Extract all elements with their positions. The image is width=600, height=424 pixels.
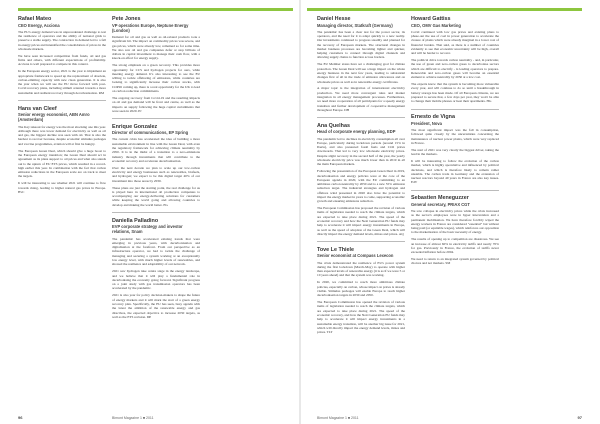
article-paragraph: The most significant impact was the fall in consumption, followed quite closely by the uncertainties concerning the maintenance of nuclear power plants, which were very replaced in France. [411, 127, 499, 145]
contributor-role: President, Nova [411, 120, 442, 126]
article-paragraph: Following the presentation of the European Green Deal in 2019, decarbonisation and energy policies were at the core of the European agenda in 2020, with the EU committing to an ambitious carbon neutrality by 2050 and to a new 55% emission reduction target. The industrial strategies and hydrogen and offshore wind presented in 2020 also have the potential to impact the energy market in years to come, supporting economic growth and ensuring emissions reduction. [317, 169, 405, 204]
article-paragraph: We have seen increased competition from funds, oil and gas firms and others, with different expectations of profitability. Acciona is well prepared to compete in this context. [18, 53, 106, 67]
entry-divider [317, 117, 405, 118]
article-paragraph: Covid continued with low gas prices and existing plans to phase-out the use of coal in power generation to accelerate the closure of plants which were already marginal in a lower cost of financial burden. That said, as there is a number of countries evidently to see that economic uncertainty will be high, overall and will be harder to recover. [411, 29, 499, 56]
article-paragraph: The European Commission has opened the revision of various items of legislation needed to reach the climate targets, which are expected to take place during 2021. The speed of the economic recovery, and how the Next Generation EU funds may help to accelerate it will impact energy investments in a sustainable energy transition, will be another big issue for 2021, which will directly impact the energy demand levels, mixes and prices. TLT [317, 300, 405, 335]
entry-divider [112, 212, 200, 213]
page-number: 97 [577, 415, 582, 420]
article-paragraph: The EU Member states have set a challenging goal for climate protection. The Green Deal will see a huge impact on the whole energy business in the next few years, leading to substantial changes first of all in the trade of emission allowances and on wholesale prices as well as in renewable energy certificates. [317, 62, 405, 84]
article-paragraph: The crisis demonstrated the resilience of EU's power system during the first lockdown (March-May) to operate with higher than expected levels of renewable energy (it is as if we were 5 or 10 years ahead) and that the system was working. [317, 260, 405, 278]
contributor-name: Daniel Hesse [317, 16, 351, 22]
page-footer: Bimont Magazine 1 ■ 2011 [112, 416, 154, 420]
contributor-role: Director of communications, EP Spring [112, 130, 189, 136]
contributor-entry [112, 16, 200, 113]
article-paragraph: It will be interesting to follow the evolution of the carbon market, which is highly speculative and influenced by political decisions, and which is therefore likely to remain rather unstable. The carbon trade in Germany and the extension of nuclear reactors beyond 40 years in France are also key issues. EdV [411, 158, 499, 185]
contributor-name: Sebastien Meneguzzer [411, 195, 469, 202]
contributor-role: General secretary, PRIAX CGT [411, 201, 470, 207]
contributor-name: Rafael Mateo [18, 16, 52, 22]
article-paragraph: The political drive towards carbon neutrality - and, in particular, the use of green and zero-carbon gases to decarbonise sectors which are difficult to electrify - is leading operators to prepare. Renewable and zero-carbon gases will become an essential element to achieve neutrality by 2050 at a low cost. [411, 58, 499, 80]
page-number: 96 [18, 415, 23, 420]
left-page-column-1 [18, 16, 106, 411]
contributor-role: Senior economist at Compass Lexecon [317, 253, 394, 259]
article-paragraph: 2021 is also year for policy decision-makers to shape the future of energy markets and it will mark the start of a green energy recovery plan. Specifically, the EU has seen, busy agenda with the latest the ambition of the renewable energy and gas directives, the expected objective to increase 2030 targets, as well as the ETS revision. DP [112, 293, 200, 319]
contributor-name: Ana Quelhas [317, 122, 350, 129]
right-page-column-1 [317, 16, 405, 411]
page-footer: Bimont Magazine 1 ■ 2011 [317, 416, 359, 420]
entry-divider [411, 190, 499, 191]
article-paragraph: The experts know that the system is becoming more vulnerable every year, and will continue to do so until a breakthrough in battery storage has been made. Of all European citizens, we are prepared to secure that, a few days per year, they won't be able to change their mobile phones or heat their apartments. HG [411, 82, 499, 104]
contributor-entry [317, 123, 405, 236]
contributor-name: Daniella Palladino [112, 217, 159, 224]
article-paragraph: We saw collapse in electricity prices while the crisis increased as the sector's employees were in hyper intervention and a permanent mobilisation. We have therefore forcibly wiped the energy workers in France are considered "essential" but without being paid (or equitable wages), which reinforces our opposition to the marketisation of the basic necessity of energy. [411, 208, 499, 235]
article-paragraph: The start of 2021 was very clearly the biggest driver, taking the lead in the markets. [411, 147, 499, 157]
article-paragraph: In the European energy sector, 2021 is the year to implement an appropriate framework to speed up the replacement of obsolete, carbon-emitting capacity with new clean generation. It is also the year when we will see the EU move forward with post-Covid recovery plans, including stimuli oriented towards a more sustainable and resilient recovery through decarbonisation. RM [18, 69, 106, 95]
contributor-name: Tove Le Thiele [317, 246, 355, 253]
article-paragraph: The strong emphasis on a green recovery. This provides more opportunity for CCS and hydrogen projects for ours, while meeting energy demand. It's also interesting to see the EU willing to tackle offshoring of emissions, while countries are looking to significantly increase their carbon stocks, with COP26 coming up, there is a real opportunity for the UK to lead on carbon reduction commitments. [112, 63, 200, 94]
contributor-role: CEO, OMV Gas Marketing [411, 22, 461, 28]
article-paragraph: We need to return to an integrated system governed by political choices and not markets. SM [411, 257, 499, 266]
contributor-role: EVP corporate strategy and investor relations, Snam [112, 224, 183, 235]
entry-divider [112, 118, 200, 119]
article-paragraph: Over the next decade we plan to scale up our low-carbon electricity and energy businesses such as renewables, biofuels, and hydrogen; we expect to be this digital target 40% of our investment into those areas by 2030. [112, 165, 200, 183]
contributor-entry [411, 16, 499, 104]
article-paragraph: The current crisis has accelerated the idea of building a more sustainable environment in line with the Green Deal, with even the regulatory framework for achieving climate neutrality by 2050. It is in the midst of a transition to a zero-emissions industry through investments that will contribute to the economic recovery and accelerate decarbonisation. [112, 137, 200, 163]
right-page-column-2 [411, 16, 499, 411]
article-paragraph: The results of opening up to competition are disastrous. We see an increase of almost 60% in electricity tariffs and nearly 70% for gas. Previously in France, the evolution of tariffs never exceeded inflation before 2004. [411, 237, 499, 255]
contributor-entry [317, 247, 405, 335]
contributor-name: Pete Jones [112, 16, 141, 22]
right-page [301, 0, 600, 424]
contributor-role: CEO Energy, Acciona [18, 22, 60, 28]
entry-divider [411, 109, 499, 110]
article-paragraph: A major topic is the integration of international electricity production. We need more convergent rules and market integration in all energy management processes. Furthermore, we need more cooperation of all participants for a speedy energy transition and further development of cooperative management throughout Europe. DH [317, 86, 405, 112]
article-paragraph: Demand for oil and gas as well as oil-related products took a significant hit. The impact on commodity prices was severe, and gas prices, which were already low, remained so for some time. We also saw oil and gas companies defer or stop billions of dollars in capital investment to manage their cash flow, with a knock-on effect for energy supply. [112, 34, 200, 61]
contributor-role: Head of corporate energy planning, EDP [317, 129, 396, 135]
article-paragraph: The pandemic has accelerated existing trends that were emerging in previous years, with decarbonisation and digitalisation at the forefront. From our perspective as an infrastructure operator, we had to tackle the challenge of managing and securing a system working at an exceptionally low energy level, with much higher levels of renewables, and showed the resilience and adaptability of our network. [112, 236, 200, 267]
contributor-name: Enrique Gonzalez [112, 123, 158, 130]
entry-divider [18, 100, 106, 101]
contributor-entry [18, 106, 106, 195]
article-paragraph: The European Commission has proposed the revision of various items of legislation needed to reach the climate targets, which are expected to take place during 2021. The speed of the economic recovery and how the Next Generation EU funds may help to accelerate it will impact energy investments in Europe, as well as the speed of adoption of the Green Deal, which will directly impact the energy demand levels, mixes and prices. AQ [317, 206, 405, 236]
article-paragraph: In 2020, we committed to reach more ambitious climate policies, especially on carbon, whose impact on prices is already visible. Stimulus packages will enable Europe to reach higher decarbonisation targets in 2030 and 2050. [317, 280, 405, 298]
contributor-role: Managing director, Statkraft (Germany) [317, 22, 393, 28]
contributor-entry [411, 114, 499, 184]
article-paragraph: The EU's energy demand was in unprecedented challenge to test the resilience of operators and the ability of national grids to preserve a stable supply. The contraction in demand led to a fall in energy prices and intensified the consolidation of prices in the wholesale markets. [18, 29, 106, 51]
contributor-entry [112, 218, 200, 319]
article-paragraph: The pandemic has been a clear test for the power sector, its operators, and the need for it to adapt quickly to a new reality. Our investments continued to progress steadily and planned for the recovery of European markets. The structural changes in market business processes are becoming lighter and quicker, helping customers to connect through digital channels and allowing supply chains to function across borders. [317, 29, 405, 60]
contributor-entry [411, 195, 499, 265]
contributor-name: Ernesto de Vigna [411, 114, 455, 121]
article-paragraph: The European Green Deal, which should give a huge boost to the European energy transition; the Green Deal should act in agreement as its plans support to oil prices and what also stands out is the upturn of EU ETS prices, which resulted in a record-high earlier this year. In combination with the fact that carbon emission reductions in the European scale are on track to meet the targets. [18, 148, 106, 179]
left-page [0, 0, 299, 424]
article-paragraph: 2021 saw hydrogen take centre stage in the energy landscape, and we believe that it will play a fundamental role in decarbonising the economy going forward. Significant progress on a joint study with gas transmission operators has been accelerated by the pandemic. [112, 269, 200, 291]
contributor-entry [317, 16, 405, 112]
contributor-name: Howard Gattiss [411, 16, 451, 22]
article-paragraph: It will be interesting to see whether 2021 will continue to flow towards rising, leading to higher natural gas prices in Europe. HvC [18, 181, 106, 194]
contributor-entry [18, 16, 106, 95]
article-paragraph: The Key takeout for energy was the most shocking one this year. Although there was lower demand for electricity as well as oil and gas, the biggest decline was seen with oil. That is also the hardest to recover because, despite economic stimulus packages and vaccine programmes, aviation will at first be hungry. [18, 124, 106, 146]
contributor-entry [112, 124, 200, 207]
header-accent-bar [307, 8, 582, 11]
header-accent-bar [18, 8, 293, 11]
contributor-role: Senior energy economist, ABN Amro (Amsterdam) [18, 112, 90, 123]
article-paragraph: The pandemic led to declines in electricity consumption all over Europe, particularly during lockdown periods (around 15% in Iberia), and also pressured fossil fuels and CO2 prices downwards. That led to very low wholesale electricity prices. Despite slight recovery in the second half of the year, the yearly wholesale electricity price was much lower than in 2019 in all the main European markets. [317, 136, 405, 167]
contributor-role: VP operations Europe, Neptune Energy (London) [112, 22, 189, 33]
contributor-name: Hans van Cleef [18, 105, 57, 112]
left-page-column-2 [112, 16, 200, 411]
entry-divider [317, 241, 405, 242]
article-paragraph: The ongoing recovery from Covid-19 and the resulting impacts on oil and gas demand will be front and centre, as well as the impacts on supply following the huge capital curtailments that were seen in 2020. PJ [112, 95, 200, 113]
article-paragraph: These plans are just the starting point, the real challenge for us is played here in international oil production companies to accompanying our energy-delivering solutions for customers while keeping the world going and allowing countries to develop and making the world better. EG [112, 185, 200, 207]
